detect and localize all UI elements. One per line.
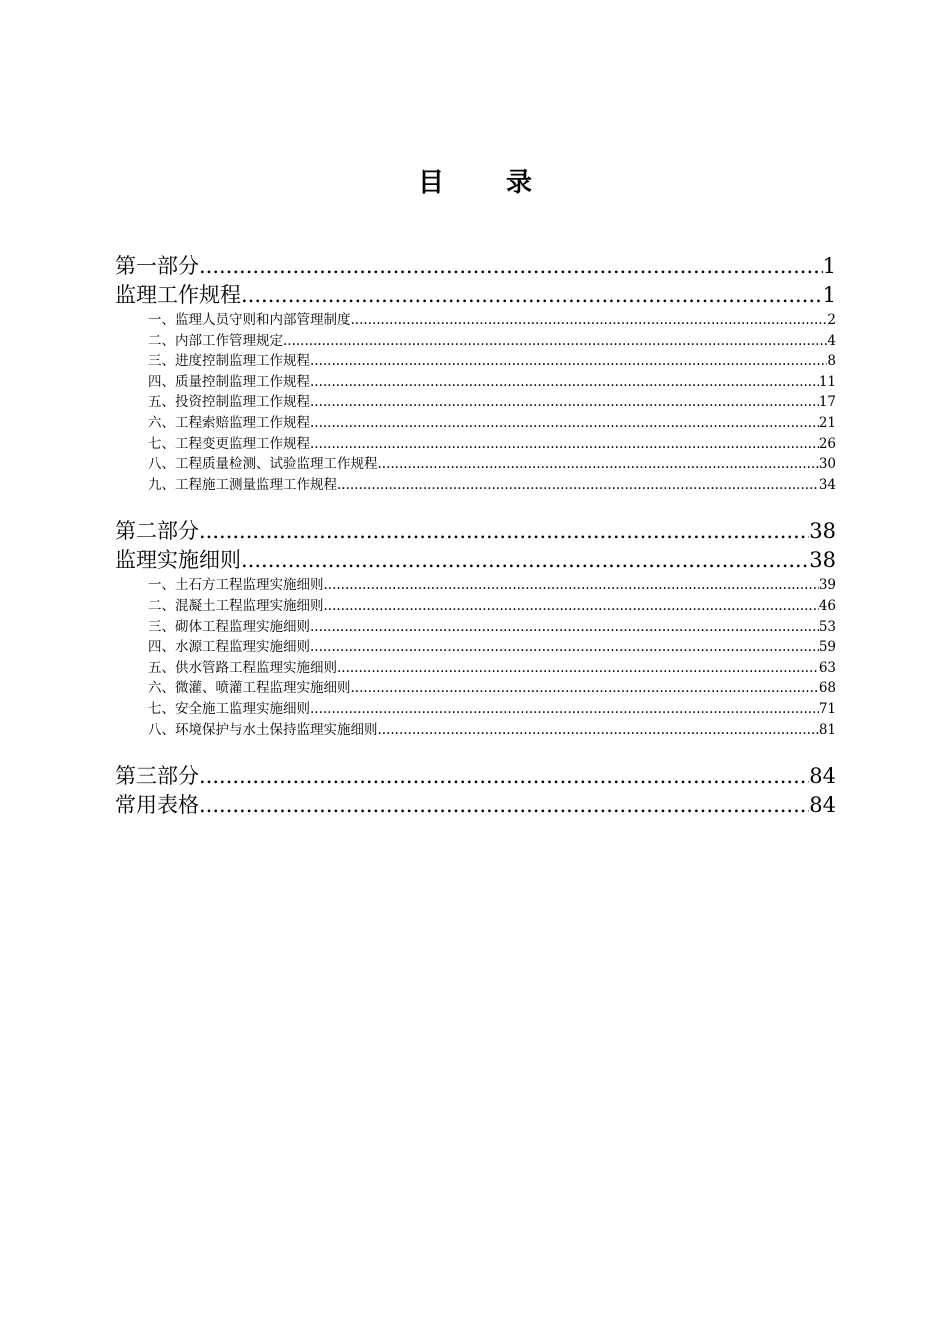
toc-page-number: 46 [818,597,836,614]
dot-leader [324,596,819,617]
dot-leader [199,762,809,791]
toc-item-entry[interactable] [115,392,836,413]
table-of-contents [115,252,836,820]
dot-leader [310,372,819,393]
toc-page-number: 39 [818,577,836,594]
toc-item-entry[interactable] [115,310,836,331]
toc-entry-label: 七、安全施工监理实施细则 [148,700,310,717]
toc-entry-label: 监理工作规程 [115,283,241,307]
dot-leader [351,310,828,331]
dot-leader [310,637,819,658]
toc-entry-label: 五、投资控制监理工作规程 [148,394,310,411]
toc-page-number: 26 [818,435,836,452]
toc-item-entry[interactable] [115,351,836,372]
toc-item-entry[interactable] [115,575,836,596]
toc-page-number: 8 [827,353,836,370]
dot-leader [324,575,819,596]
dot-leader [378,720,819,741]
toc-page-number: 81 [818,721,836,738]
toc-part-entry[interactable] [115,517,836,546]
dot-leader [241,546,809,575]
toc-item-entry[interactable] [115,596,836,617]
toc-page-number: 38 [809,519,836,544]
section-spacer [115,495,836,517]
toc-entry-label: 四、水源工程监理实施细则 [148,639,310,656]
page-title [0,162,950,199]
toc-page-number: 34 [818,476,836,493]
toc-entry-label: 八、工程质量检测、试验监理工作规程 [148,456,378,473]
title-char-1: 目 [417,168,444,198]
toc-entry-label: 六、微灌、喷灌工程监理实施细则 [148,680,351,697]
toc-page-number: 63 [818,659,836,676]
toc-part-entry[interactable] [115,252,836,281]
dot-leader [199,252,823,281]
toc-entry-label: 八、环境保护与水土保持监理实施细则 [148,721,378,738]
title-char-2: 录 [506,168,533,198]
dot-leader [241,281,823,310]
toc-item-entry[interactable] [115,331,836,352]
toc-entry-label: 七、工程变更监理工作规程 [148,435,310,452]
toc-page-number: 2 [827,312,836,328]
toc-item-entry[interactable] [115,434,836,455]
toc-entry-label: 五、供水管路工程监理实施细则 [148,659,337,676]
toc-item-entry[interactable] [115,372,836,393]
toc-item-entry[interactable] [115,699,836,720]
toc-page-number: 21 [818,414,836,431]
toc-entry-label: 六、工程索赔监理工作规程 [148,414,310,431]
toc-heading-entry[interactable] [115,791,836,820]
toc-entry-label: 四、质量控制监理工作规程 [148,373,310,390]
toc-item-entry[interactable] [115,658,836,679]
toc-part-entry[interactable] [115,762,836,791]
toc-page-number: 1 [822,283,836,307]
toc-entry-label: 第二部分 [115,519,199,544]
toc-item-entry[interactable] [115,475,836,496]
toc-page-number: 68 [818,680,836,697]
toc-item-entry[interactable] [115,720,836,741]
toc-heading-entry[interactable] [115,281,836,310]
toc-page-number: 30 [818,456,836,473]
dot-leader [310,699,819,720]
toc-entry-label: 三、砌体工程监理实施细则 [148,618,310,635]
dot-leader [337,658,819,679]
toc-item-entry[interactable] [115,637,836,658]
toc-item-entry[interactable] [115,678,836,699]
toc-entry-label: 二、内部工作管理规定 [148,332,283,349]
toc-heading-entry[interactable] [115,546,836,575]
dot-leader [337,475,819,496]
toc-item-entry[interactable] [115,454,836,475]
dot-leader [310,413,819,434]
toc-entry-label: 第一部分 [115,254,199,278]
dot-leader [310,351,827,372]
dot-leader [199,517,809,546]
toc-page-number: 17 [818,394,836,411]
toc-entry-label: 九、工程施工测量监理工作规程 [148,476,337,493]
toc-page-number: 4 [827,332,836,349]
toc-page-number: 11 [818,373,836,390]
toc-entry-label: 一、土石方工程监理实施细则 [148,577,324,594]
toc-page-number: 53 [818,618,836,635]
toc-page-number: 38 [809,548,836,573]
dot-leader [310,392,819,413]
toc-entry-label: 监理实施细则 [115,548,241,573]
dot-leader [378,454,819,475]
toc-page-number: 71 [818,700,836,717]
toc-page-number: 59 [818,639,836,656]
toc-item-entry[interactable] [115,617,836,638]
toc-item-entry[interactable] [115,413,836,434]
section-spacer [115,740,836,762]
toc-entry-label: 二、混凝土工程监理实施细则 [148,597,324,614]
dot-leader [351,678,819,699]
toc-page-number: 84 [809,764,836,789]
toc-entry-label: 常用表格 [115,793,199,818]
toc-page-number: 84 [809,793,836,818]
toc-entry-label: 三、进度控制监理工作规程 [148,353,310,370]
dot-leader [283,331,827,352]
toc-page-number: 1 [822,254,836,278]
toc-entry-label: 第三部分 [115,764,199,789]
dot-leader [310,434,819,455]
dot-leader [199,791,809,820]
toc-entry-label: 一、监理人员守则和内部管理制度 [148,312,351,328]
dot-leader [310,617,819,638]
